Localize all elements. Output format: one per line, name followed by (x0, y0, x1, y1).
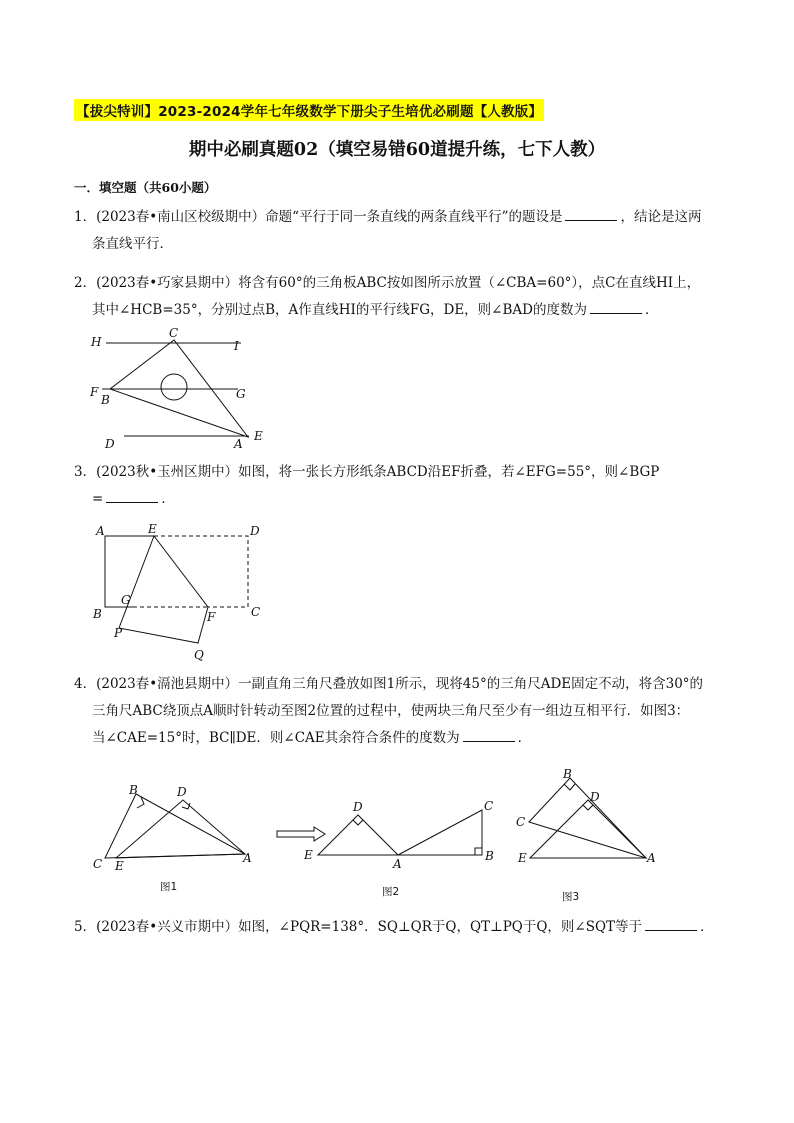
q3-label-e: E (148, 522, 157, 536)
q4-line3-tail: ． (517, 730, 532, 746)
fig3-label-e: E (518, 851, 527, 865)
fig3-right-angle-d (583, 805, 593, 810)
fig1-right-angle-d (182, 803, 190, 809)
fig1-label-a: A (243, 851, 252, 865)
q4-blank[interactable] (463, 727, 515, 742)
q2-line2-tail: ． (644, 302, 659, 318)
q1-line1: 1．(2023春•南山区校级期中）命题“平行于同一条直线的两条直线平行”的题设是 (74, 209, 563, 225)
fig2-label-c: C (484, 799, 494, 813)
fig2-triangle-ade (318, 815, 398, 855)
fig2-caption: 图2 (382, 886, 400, 898)
fig2-right-angle-d (353, 820, 363, 825)
fig3-label-a: A (647, 851, 656, 865)
triangle-hole (161, 374, 187, 400)
q2-figure (86, 326, 276, 451)
q1-line2: 条直线平行． (92, 236, 173, 252)
fig2-label-e: E (304, 848, 313, 862)
header-banner: 【拔尖特训】2023-2024学年七年级数学下册尖子生培优必刷题【人教版】 (74, 99, 544, 121)
q3-label-c: C (251, 605, 261, 619)
q2-label-e: E (254, 429, 263, 443)
q3-blank[interactable] (106, 488, 158, 503)
q4-line3: 当∠CAE=15°时，BC∥DE．则∠CAE其余符合条件的度数为 (92, 730, 460, 746)
q5-blank[interactable] (645, 916, 697, 931)
q4-figure-3 (510, 768, 670, 908)
q3-figure (90, 520, 270, 665)
fig1-triangle-abc (105, 794, 245, 858)
fig1-triangle-ade (116, 800, 245, 858)
fig2-triangle-abc (398, 810, 482, 855)
fig1-label-c: C (93, 857, 103, 871)
folded-part (119, 536, 208, 643)
q2-label-i: I (234, 339, 239, 353)
page-title: 期中必刷真题02（填空易错60道提升练，七下人教） (188, 140, 606, 160)
fig3-caption: 图3 (562, 891, 580, 903)
q4-figure-2 (300, 797, 500, 905)
fig1-label-b: B (129, 783, 138, 797)
fig1-caption: 图1 (160, 881, 178, 893)
fig2-label-b: B (485, 849, 494, 863)
rect-dashed-edge (154, 536, 248, 607)
q4-figure-1 (90, 782, 260, 897)
fig3-triangle-abc (529, 778, 646, 858)
fig3-label-b: B (563, 767, 572, 781)
section-heading: 一．填空题（共60小题） (74, 180, 217, 195)
q1-line1-tail: ，结论是这两 (620, 209, 702, 225)
q2-label-f: F (90, 385, 99, 399)
q2-label-b: B (101, 393, 110, 407)
question-4 (74, 671, 734, 752)
question-2 (74, 270, 734, 324)
q3-label-q: Q (194, 648, 204, 662)
q3-label-g: G (121, 593, 131, 607)
q3-label-f: F (207, 610, 216, 624)
fig1-right-angle-b (137, 797, 144, 808)
q4-line1: 4．(2023春•滆池县期中）一副直角三角尺叠放如图1所示，现将45°的三角尺ADE固定不动，将含30°的 (74, 676, 704, 692)
q2-label-c: C (169, 326, 179, 340)
fig2-right-angle-b (475, 848, 482, 855)
q2-label-h: H (91, 335, 102, 349)
q5-line1-tail: ． (700, 919, 714, 935)
q3-label-p: P (114, 626, 123, 640)
fig2-label-a: A (393, 857, 402, 871)
q3-label-d: D (250, 524, 260, 538)
q2-label-g: G (236, 387, 246, 401)
fig3-label-c: C (516, 815, 526, 829)
q3-label-b: B (93, 607, 102, 621)
q2-label-d: D (105, 437, 115, 451)
q2-line2: 其中∠HCB=35°，分别过点B，A作直线HI的平行线FG，DE，则∠BAD的度数为 (92, 302, 587, 318)
q3-label-a: A (96, 524, 105, 538)
q4-line2: 三角尺ABC绕顶点A顺时针转动至图2位置的过程中，使两块三角尺至少有一组边互相平行．如图3： (92, 703, 690, 719)
fig3-triangle-ade (530, 800, 646, 858)
fig3-right-angle-b (564, 784, 575, 790)
q2-blank[interactable] (590, 299, 642, 314)
q3-line2-tail: ． (161, 491, 175, 507)
fig2-label-d: D (353, 800, 363, 814)
question-5 (74, 914, 734, 941)
question-3 (74, 459, 734, 513)
q3-line1: 3．(2023秋•玉州区期中）如图，将一张长方形纸条ABCD沿EF折叠，若∠EFG=55°，则∠BGP (74, 464, 660, 480)
q1-blank-1[interactable] (565, 206, 617, 221)
question-1 (74, 204, 734, 258)
fig1-label-d: D (177, 785, 187, 799)
q2-label-a: A (234, 437, 243, 451)
q5-line1: 5．(2023春•兴义市期中）如图，∠PQR=138°．SQ⊥QR于Q，QT⊥PQ于Q，则∠SQT等于 (74, 919, 643, 935)
q2-line1: 2．(2023春•巧家县期中）将含有60°的三角板ABC按如图所示放置（∠CBA=60°），点C在直线HI上， (74, 275, 701, 291)
fig3-label-d: D (590, 790, 600, 804)
fig1-label-e: E (115, 859, 124, 873)
q3-line2: = (92, 491, 104, 507)
